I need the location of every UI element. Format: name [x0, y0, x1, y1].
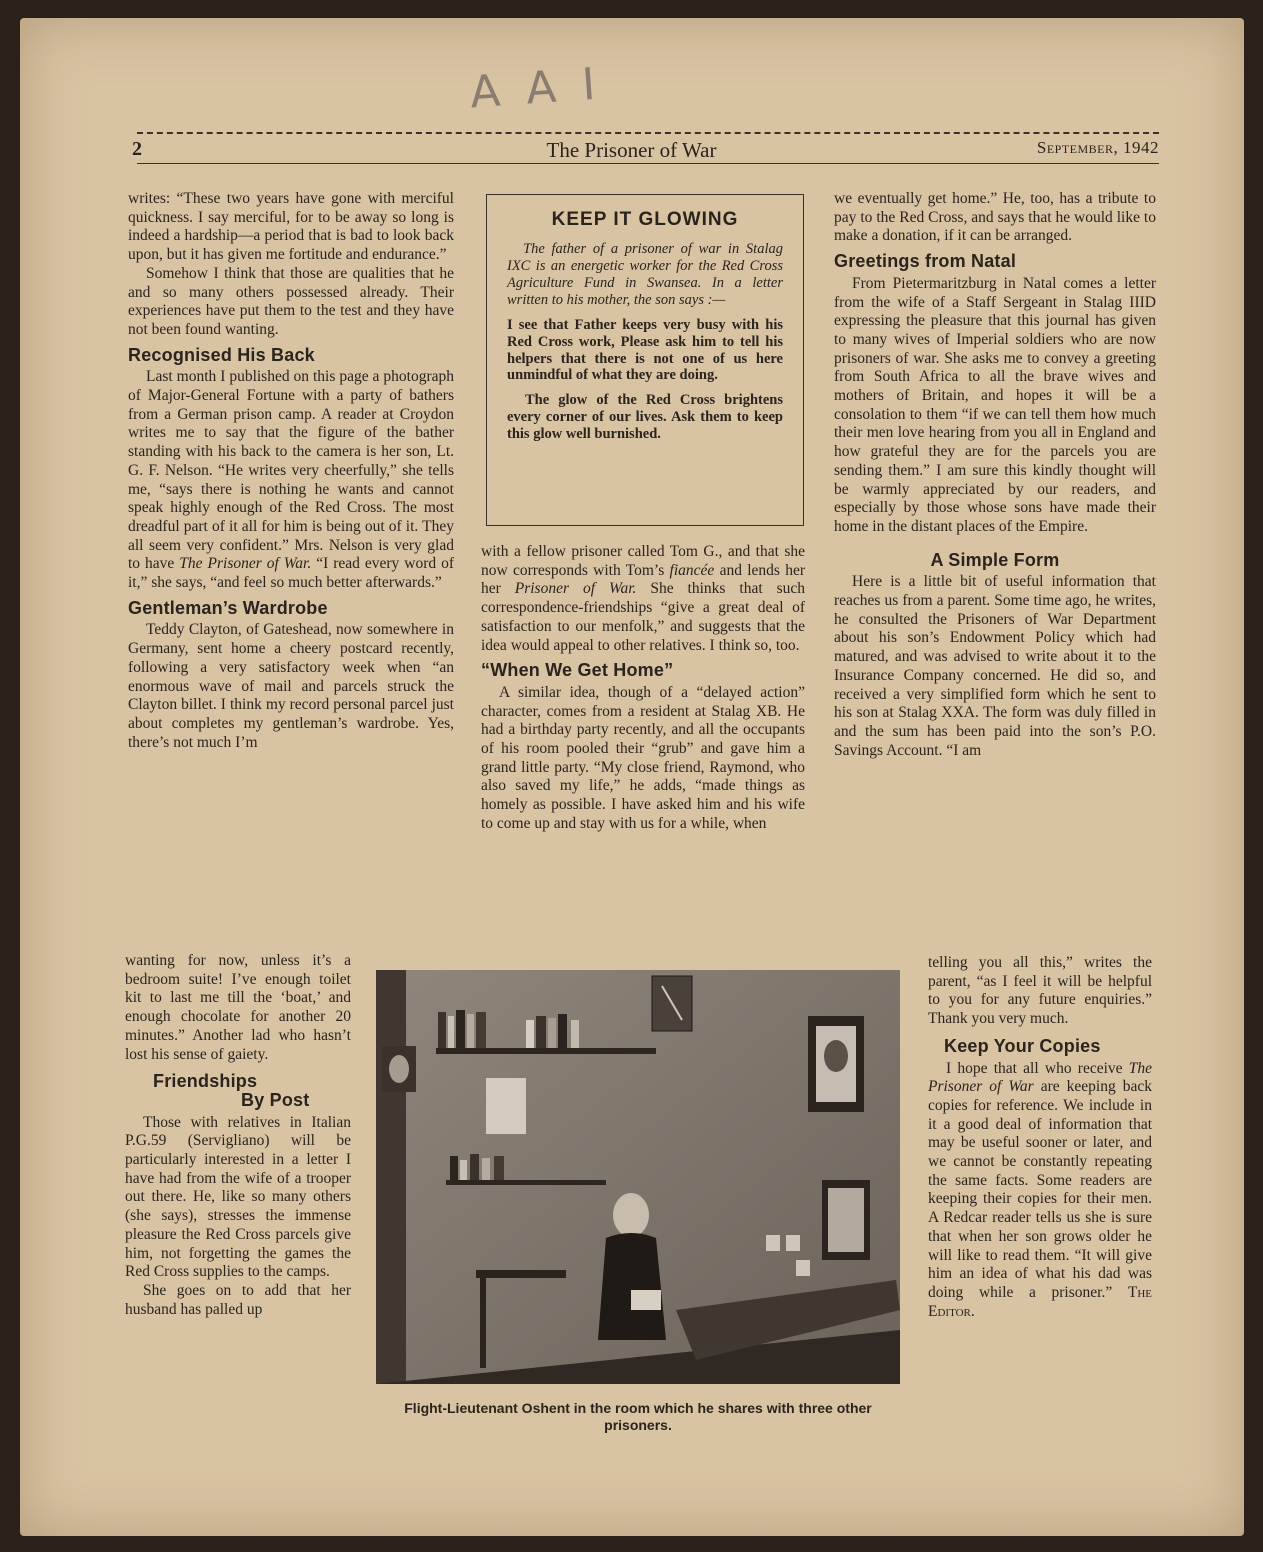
column-1: [128, 190, 454, 752]
column-1-narrow: [125, 952, 351, 1319]
header-rule-bottom: [137, 163, 1159, 164]
article-text: Here is a little bit of useful information that reaches us from a parent. Some time ago, he writes, he consulted the Prisoners of War Department about his son’s Endowment Policy which had matured, and was advised to write about it to the Insurance Company concerned. He did so, and received a very simplified form which he sent to his son at Stalag XXA. The form was duly filled in and the sum has been paid into the son’s P.O. Savings Account. “I am: [834, 573, 1156, 759]
headline-by-post: By Post: [241, 1089, 310, 1110]
handwritten-mark: A A I: [468, 58, 603, 119]
article-text: I hope that all who receive The Prisoner of War are keeping back copies for reference. We include in it a good deal of information that may be useful sooner or later, and we cannot be constantly repeating the same facts. Some readers are keeping their copies for their men. A Redcar reader tells us she is sure that when her son grows older he will like to read them. “It will give him an idea of what his dad was doing while a prisoner.” The Editor.: [928, 1059, 1153, 1320]
headline-a-simple-form: A Simple Form: [930, 549, 1060, 570]
article-text: writes: “These two years have gone with merciful quickness. I say merciful, for to be away so long is indeed a hardship—a period that is bad to look back upon, but it has given me fortitude and endurance.”: [128, 190, 454, 264]
box-intro: The father of a prisoner of war in Stalag IXC is an energetic worker for the Red Cross Agriculture Fund in Swansea. In a letter written to his mother, the son says :—: [507, 241, 783, 308]
headline-friendships: Friendships: [153, 1071, 258, 1092]
photo-caption: Flight-Lieutenant Oshent in the room which he shares with three other prisoners.: [404, 1400, 872, 1433]
article-text: Somehow I think that those are qualities that he and so many others possessed already. Their experiences have put them to the test and they have not been found wanting.: [128, 264, 454, 338]
box-title: KEEP IT GLOWING: [551, 209, 739, 230]
article-text: with a fellow prisoner called Tom G., and that she now corresponds with Tom’s fiancée and lends her her Prisoner of War. She thinks that such correspondence-friendships “give a great deal of satisfaction to our menfolk,” and suggests that the idea would appeal to other relatives. I think so, too.: [481, 543, 806, 654]
photo-illustration: [376, 970, 900, 1384]
article-text: A similar idea, though of a “delayed action” character, comes from a resident at Stalag XB. He had a birthday party recently, and all the occupants of his room pooled their “grub” and gave him a grand little party. “My close friend, Raymond, who also saved my life,” he adds, “made things as homely as possible. I have asked him and his wife to come up and stay with us for a while, when: [481, 683, 805, 832]
column-2: [481, 543, 805, 834]
headline-gentlemans-wardrobe: Gentleman’s Wardrobe: [128, 597, 328, 618]
headline-recognised-his-back: Recognised His Back: [128, 344, 315, 365]
article-text: Teddy Clayton, of Gateshead, now somewhere in Germany, sent home a cheery postcard recently, following a very satisfactory week when “an enormous wave of mail and parcels struck the Clayton billet. I think my record personal parcel just about completes my gentleman’s wardrobe. Yes, there’s not much I’m: [128, 621, 454, 751]
article-text: telling you all this,” writes the parent, “as I feel it will be helpful to you for any future enquiries.” Thank you very much.: [928, 954, 1152, 1028]
issue-date: September, 1942: [1036, 138, 1159, 157]
article-text: She goes on to add that her husband has palled up: [125, 1281, 351, 1318]
article-text: From Pietermaritzburg in Natal comes a letter from the wife of a Staff Sergeant in Stalag IIID expressing the pleasure that this journal has given to many wives of Imperial soldiers who are now prisoners of war. She asks me to convey a greeting from South Africa to all the brave wives and mothers of Britain, and hopes it will be a consolation to them “if we can tell them how much their men love hearing from you all in England and how grateful they are for the parcels you are sending them.” I am sure this kindly thought will be warmly appreciated by our readers, and especially by those whose sons have made their home in the distant places of the Empire.: [834, 274, 1156, 535]
editor-signature: The Editor.: [928, 1283, 1152, 1320]
box-quote: I see that Father keeps very busy with his Red Cross work, Please ask him to tell his helpers that there is not one of us here unmindful of what they are doing.: [507, 317, 783, 384]
column-3-narrow: [928, 954, 1152, 1321]
article-text: wanting for now, unless it’s a bedroom suite! I’ve enough toilet kit to last me till the ‘boat,’ and enough chocolate for another 20 minutes.” Another lad who hasn’t lost his sense of gaiety.: [125, 952, 351, 1063]
article-text: we eventually get home.” He, too, has a tribute to pay to the Red Cross, and says that he would like to make a donation, if it can be arranged.: [834, 190, 1156, 245]
headline-keep-your-copies: Keep Your Copies: [944, 1035, 1101, 1056]
article-text: Last month I published on this page a photograph of Major-General Fortune with a party of bathers from a German prison camp. A reader at Croydon writes me to say that the figure of the bather standing with his back to the camera is her son, Lt. G. F. Nelson. “He writes very cheerfully,” she tells me, “says there is nothing he wants and cannot speak highly enough of the Red Cross. The most dreadful part of it all for him is being out of it. They all seem very confident.” Mrs. Nelson is very glad to have The Prisoner of War. “I read every word of it,” she says, “and feel so much better afterwards.”: [128, 368, 454, 592]
headline-when-we-get-home: “When We Get Home”: [481, 660, 674, 681]
box-quote: The glow of the Red Cross brightens every corner of our lives. Ask them to keep this glow well burnished.: [507, 392, 783, 442]
headline-greetings-from-natal: Greetings from Natal: [834, 251, 1017, 272]
keep-it-glowing-box: [486, 194, 804, 526]
photograph: [376, 970, 900, 1384]
journal-title: The Prisoner of War: [546, 138, 717, 162]
header-rule-top: [137, 132, 1159, 134]
page-number: 2: [132, 138, 142, 160]
column-3: [834, 190, 1156, 760]
article-text: Those with relatives in Italian P.G.59 (Servigliano) will be particularly interested in a letter I have had from the wife of a trooper out there. He, like so many others (she says), stresses the immense pleasure the Red Cross parcels give him, not forgetting the games the Red Cross supplies to the camps.: [125, 1113, 351, 1281]
